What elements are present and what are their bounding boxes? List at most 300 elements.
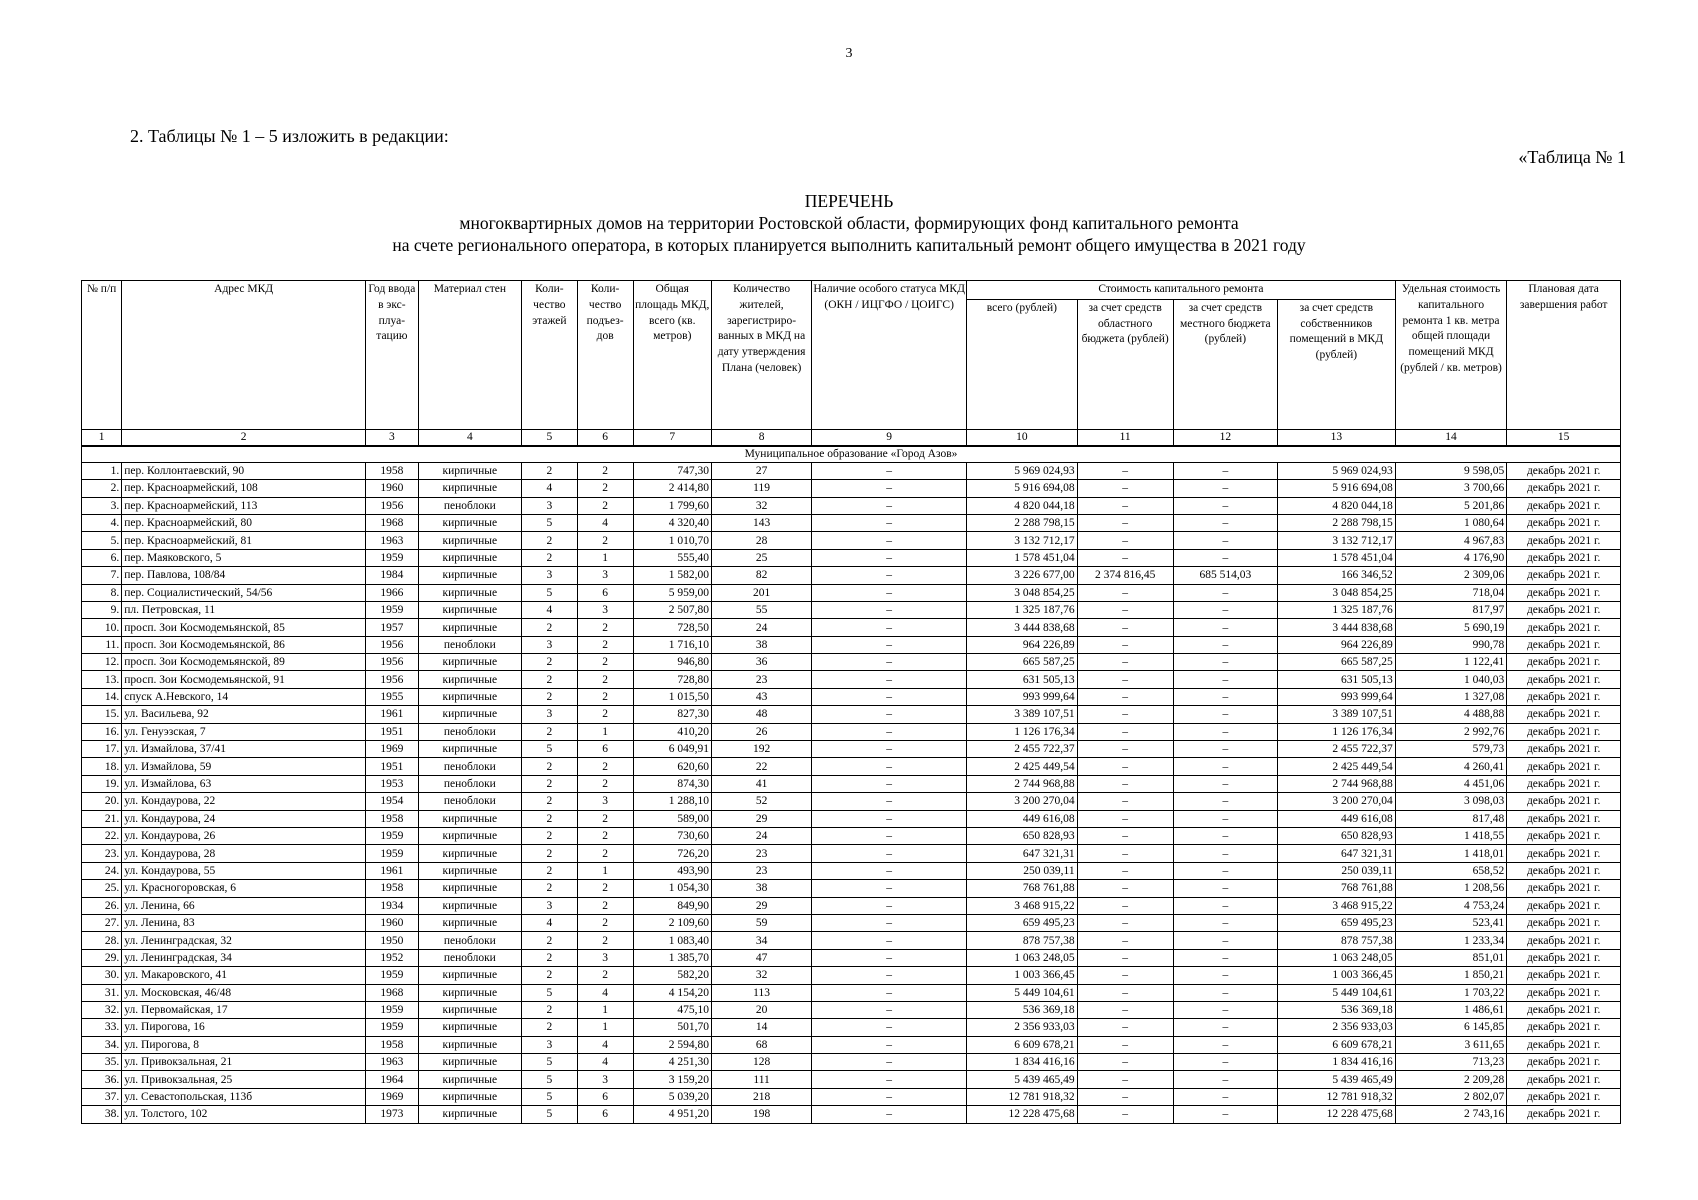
cell-residents: 20 — [712, 1001, 812, 1018]
cell-floors: 2 — [521, 845, 577, 862]
cell-address: просп. Зои Космодемьянской, 89 — [122, 654, 366, 671]
cell-cost-owners: 12 781 918,32 — [1277, 1088, 1395, 1105]
cell-cost-total: 650 828,93 — [967, 828, 1078, 845]
cell-cost-local: – — [1173, 984, 1277, 1001]
cell-cost-regional: – — [1077, 1054, 1173, 1071]
table-row — [82, 1071, 1621, 1088]
cell-cost-owners: 665 587,25 — [1277, 654, 1395, 671]
cell-cost-owners: 3 048 854,25 — [1277, 584, 1395, 601]
cell-residents: 34 — [712, 932, 812, 949]
cell-residents: 128 — [712, 1054, 812, 1071]
cell-wall-material: кирпичные — [418, 741, 521, 758]
cell-cost-regional: – — [1077, 601, 1173, 618]
cell-cost-owners: 2 744 968,88 — [1277, 775, 1395, 792]
cell-residents: 28 — [712, 532, 812, 549]
column-number: 7 — [633, 429, 711, 446]
cell-address: просп. Зои Космодемьянской, 91 — [122, 671, 366, 688]
cell-status: – — [812, 810, 967, 827]
cell-year: 1951 — [366, 758, 419, 775]
cell-wall-material: кирпичные — [418, 914, 521, 931]
table-row — [82, 1088, 1621, 1105]
cell-status: – — [812, 862, 967, 879]
cell-year: 1950 — [366, 932, 419, 949]
cell-floors: 2 — [521, 758, 577, 775]
header-entrances: Коли-чество подъез-дов — [577, 281, 633, 430]
cell-cost-local: – — [1173, 462, 1277, 479]
cell-year: 1951 — [366, 723, 419, 740]
cell-cost-regional: – — [1077, 619, 1173, 636]
cell-cost-owners: 1 126 176,34 — [1277, 723, 1395, 740]
cell-status: – — [812, 758, 967, 775]
column-number: 9 — [812, 429, 967, 446]
cell-cost-total: 631 505,13 — [967, 671, 1078, 688]
header-address: Адрес МКД — [122, 281, 366, 430]
cell-address: ул. Первомайская, 17 — [122, 1001, 366, 1018]
cell-unit-cost: 718,04 — [1395, 584, 1507, 601]
cell-wall-material: кирпичные — [418, 1071, 521, 1088]
cell-year: 1959 — [366, 1019, 419, 1036]
cell-floors: 2 — [521, 949, 577, 966]
cell-residents: 113 — [712, 984, 812, 1001]
header-unit-cost: Удельная стоимость капитального ремонта 1 кв. метра общей площади помещений МКД (рублей / кв. метров) — [1395, 281, 1507, 430]
cell-cost-local: – — [1173, 480, 1277, 497]
cell-wall-material: кирпичные — [418, 601, 521, 618]
cell-cost-regional: – — [1077, 514, 1173, 531]
cell-wall-material: кирпичные — [418, 480, 521, 497]
cell-entrances: 2 — [577, 462, 633, 479]
cell-cost-total: 5 916 694,08 — [967, 480, 1078, 497]
cell-cost-regional: – — [1077, 1001, 1173, 1018]
column-number: 2 — [122, 429, 366, 446]
cell-row-number: 23. — [82, 845, 122, 862]
cell-wall-material: кирпичные — [418, 532, 521, 549]
cell-address: ул. Толстого, 102 — [122, 1106, 366, 1123]
cell-unit-cost: 4 967,83 — [1395, 532, 1507, 549]
table-row — [82, 967, 1621, 984]
cell-status: – — [812, 584, 967, 601]
column-numbers-row — [82, 429, 1621, 446]
header-number: № п/п — [82, 281, 122, 430]
cell-status: – — [812, 619, 967, 636]
table-row — [82, 793, 1621, 810]
cell-unit-cost: 2 743,16 — [1395, 1106, 1507, 1123]
cell-entrances: 2 — [577, 810, 633, 827]
cell-area: 874,30 — [633, 775, 711, 792]
cell-entrances: 3 — [577, 949, 633, 966]
cell-cost-local: – — [1173, 862, 1277, 879]
cell-address: ул. Измайлова, 63 — [122, 775, 366, 792]
cell-cost-total: 536 369,18 — [967, 1001, 1078, 1018]
cell-cost-local: – — [1173, 949, 1277, 966]
cell-cost-total: 2 288 798,15 — [967, 514, 1078, 531]
cell-cost-owners: 1 063 248,05 — [1277, 949, 1395, 966]
cell-cost-owners: 650 828,93 — [1277, 828, 1395, 845]
cell-entrances: 2 — [577, 828, 633, 845]
cell-completion-date: декабрь 2021 г. — [1507, 862, 1621, 879]
cell-residents: 29 — [712, 897, 812, 914]
title-line-3: на счете регионального оператора, в которых планируется выполнить капитальный ремонт общего имущества в 2021 году — [392, 235, 1306, 255]
cell-completion-date: декабрь 2021 г. — [1507, 1106, 1621, 1123]
cell-cost-total: 449 616,08 — [967, 810, 1078, 827]
cell-floors: 2 — [521, 688, 577, 705]
cell-address: просп. Зои Космодемьянской, 86 — [122, 636, 366, 653]
cell-row-number: 3. — [82, 497, 122, 514]
cell-year: 1959 — [366, 601, 419, 618]
cell-residents: 26 — [712, 723, 812, 740]
cell-residents: 24 — [712, 828, 812, 845]
table-row — [82, 1019, 1621, 1036]
cell-residents: 25 — [712, 549, 812, 566]
cell-cost-owners: 3 444 838,68 — [1277, 619, 1395, 636]
cell-address: ул. Макаровского, 41 — [122, 967, 366, 984]
cell-completion-date: декабрь 2021 г. — [1507, 462, 1621, 479]
cell-cost-regional: – — [1077, 584, 1173, 601]
cell-cost-regional: – — [1077, 549, 1173, 566]
table-row — [82, 828, 1621, 845]
table-row — [82, 584, 1621, 601]
cell-cost-local: – — [1173, 654, 1277, 671]
cell-completion-date: декабрь 2021 г. — [1507, 1036, 1621, 1053]
cell-cost-regional: – — [1077, 462, 1173, 479]
cell-area: 2 507,80 — [633, 601, 711, 618]
cell-address: ул. Ленинградская, 34 — [122, 949, 366, 966]
cell-year: 1966 — [366, 584, 419, 601]
cell-address: пер. Коллонтаевский, 90 — [122, 462, 366, 479]
cell-status: – — [812, 828, 967, 845]
cell-cost-regional: – — [1077, 984, 1173, 1001]
cell-address: ул. Кондаурова, 28 — [122, 845, 366, 862]
table-row — [82, 619, 1621, 636]
cell-entrances: 1 — [577, 549, 633, 566]
cell-status: – — [812, 1088, 967, 1105]
cell-floors: 2 — [521, 775, 577, 792]
table-row — [82, 1106, 1621, 1123]
cell-floors: 4 — [521, 914, 577, 931]
cell-cost-owners: 1 578 451,04 — [1277, 549, 1395, 566]
cell-cost-local: – — [1173, 897, 1277, 914]
cell-residents: 119 — [712, 480, 812, 497]
cell-wall-material: кирпичные — [418, 706, 521, 723]
cell-cost-regional: – — [1077, 1071, 1173, 1088]
cell-area: 475,10 — [633, 1001, 711, 1018]
cell-status: – — [812, 880, 967, 897]
cell-cost-local: – — [1173, 914, 1277, 931]
header-area: Общая площадь МКД, всего (кв. метров) — [633, 281, 711, 430]
cell-cost-local: – — [1173, 1071, 1277, 1088]
cell-cost-total: 659 495,23 — [967, 914, 1078, 931]
cell-residents: 47 — [712, 949, 812, 966]
cell-completion-date: декабрь 2021 г. — [1507, 706, 1621, 723]
cell-unit-cost: 817,48 — [1395, 810, 1507, 827]
cell-residents: 23 — [712, 862, 812, 879]
page-number: 3 — [845, 46, 853, 61]
cell-status: – — [812, 967, 967, 984]
cell-year: 1964 — [366, 1071, 419, 1088]
cell-year: 1968 — [366, 514, 419, 531]
cell-row-number: 9. — [82, 601, 122, 618]
cell-area: 1 582,00 — [633, 567, 711, 584]
cell-status: – — [812, 1001, 967, 1018]
cell-area: 3 159,20 — [633, 1071, 711, 1088]
cell-status: – — [812, 706, 967, 723]
cell-area: 1 083,40 — [633, 932, 711, 949]
cell-cost-owners: 1 834 416,16 — [1277, 1054, 1395, 1071]
cell-unit-cost: 4 753,24 — [1395, 897, 1507, 914]
cell-status: – — [812, 514, 967, 531]
cell-completion-date: декабрь 2021 г. — [1507, 497, 1621, 514]
cell-cost-owners: 2 425 449,54 — [1277, 758, 1395, 775]
cell-floors: 2 — [521, 549, 577, 566]
cell-area: 946,80 — [633, 654, 711, 671]
table-row — [82, 462, 1621, 479]
cell-status: – — [812, 480, 967, 497]
cell-completion-date: декабрь 2021 г. — [1507, 741, 1621, 758]
cell-entrances: 6 — [577, 1088, 633, 1105]
cell-cost-owners: 2 288 798,15 — [1277, 514, 1395, 531]
cell-area: 4 251,30 — [633, 1054, 711, 1071]
cell-row-number: 36. — [82, 1071, 122, 1088]
houses-table — [81, 280, 1621, 1124]
cell-wall-material: кирпичные — [418, 514, 521, 531]
cell-cost-local: – — [1173, 1054, 1277, 1071]
cell-floors: 3 — [521, 636, 577, 653]
cell-area: 728,80 — [633, 671, 711, 688]
cell-completion-date: декабрь 2021 г. — [1507, 1001, 1621, 1018]
cell-completion-date: декабрь 2021 г. — [1507, 567, 1621, 584]
cell-residents: 48 — [712, 706, 812, 723]
cell-completion-date: декабрь 2021 г. — [1507, 549, 1621, 566]
cell-unit-cost: 6 145,85 — [1395, 1019, 1507, 1036]
cell-cost-local: – — [1173, 845, 1277, 862]
table-row — [82, 880, 1621, 897]
cell-residents: 29 — [712, 810, 812, 827]
cell-unit-cost: 990,78 — [1395, 636, 1507, 653]
cell-wall-material: кирпичные — [418, 654, 521, 671]
cell-unit-cost: 4 451,06 — [1395, 775, 1507, 792]
cell-status: – — [812, 775, 967, 792]
cell-row-number: 8. — [82, 584, 122, 601]
cell-year: 1959 — [366, 845, 419, 862]
cell-status: – — [812, 688, 967, 705]
section-heading: Муниципальное образование «Город Азов» — [82, 446, 1621, 463]
cell-cost-owners: 4 820 044,18 — [1277, 497, 1395, 514]
cell-cost-total: 665 587,25 — [967, 654, 1078, 671]
cell-completion-date: декабрь 2021 г. — [1507, 949, 1621, 966]
cell-completion-date: декабрь 2021 г. — [1507, 775, 1621, 792]
cell-wall-material: кирпичные — [418, 880, 521, 897]
cell-year: 1958 — [366, 1036, 419, 1053]
cell-year: 1969 — [366, 741, 419, 758]
cell-completion-date: декабрь 2021 г. — [1507, 932, 1621, 949]
cell-row-number: 1. — [82, 462, 122, 479]
cell-floors: 5 — [521, 1071, 577, 1088]
cell-floors: 2 — [521, 793, 577, 810]
cell-cost-total: 4 820 044,18 — [967, 497, 1078, 514]
cell-cost-local: – — [1173, 671, 1277, 688]
header-cost-group: Стоимость капитального ремонта — [967, 281, 1396, 300]
cell-address: ул. Измайлова, 59 — [122, 758, 366, 775]
header-cost-total: всего (рублей) — [967, 299, 1078, 429]
cell-address: ул. Ленина, 83 — [122, 914, 366, 931]
cell-completion-date: декабрь 2021 г. — [1507, 723, 1621, 740]
cell-cost-owners: 3 468 915,22 — [1277, 897, 1395, 914]
cell-cost-owners: 993 999,64 — [1277, 688, 1395, 705]
cell-cost-owners: 6 609 678,21 — [1277, 1036, 1395, 1053]
cell-residents: 198 — [712, 1106, 812, 1123]
cell-year: 1969 — [366, 1088, 419, 1105]
cell-row-number: 38. — [82, 1106, 122, 1123]
cell-floors: 4 — [521, 601, 577, 618]
cell-cost-total: 878 757,38 — [967, 932, 1078, 949]
column-number: 12 — [1173, 429, 1277, 446]
table-row — [82, 810, 1621, 827]
table-row — [82, 758, 1621, 775]
cell-residents: 218 — [712, 1088, 812, 1105]
cell-cost-local: – — [1173, 775, 1277, 792]
cell-floors: 2 — [521, 462, 577, 479]
cell-cost-total: 647 321,31 — [967, 845, 1078, 862]
cell-status: – — [812, 845, 967, 862]
cell-wall-material: кирпичные — [418, 845, 521, 862]
column-number: 1 — [82, 429, 122, 446]
cell-completion-date: декабрь 2021 г. — [1507, 880, 1621, 897]
table-row — [82, 914, 1621, 931]
cell-wall-material: кирпичные — [418, 619, 521, 636]
cell-residents: 143 — [712, 514, 812, 531]
column-number: 15 — [1507, 429, 1621, 446]
cell-residents: 68 — [712, 1036, 812, 1053]
cell-cost-total: 5 449 104,61 — [967, 984, 1078, 1001]
cell-floors: 5 — [521, 1088, 577, 1105]
cell-wall-material: кирпичные — [418, 862, 521, 879]
table-row — [82, 567, 1621, 584]
cell-cost-local: – — [1173, 932, 1277, 949]
cell-wall-material: пеноблоки — [418, 793, 521, 810]
cell-entrances: 4 — [577, 514, 633, 531]
cell-cost-regional: – — [1077, 497, 1173, 514]
cell-cost-regional: – — [1077, 828, 1173, 845]
cell-residents: 52 — [712, 793, 812, 810]
cell-cost-owners: 5 449 104,61 — [1277, 984, 1395, 1001]
cell-entrances: 2 — [577, 671, 633, 688]
cell-address: ул. Васильева, 92 — [122, 706, 366, 723]
cell-status: – — [812, 897, 967, 914]
cell-residents: 59 — [712, 914, 812, 931]
cell-cost-owners: 3 200 270,04 — [1277, 793, 1395, 810]
cell-address: пер. Красноармейский, 81 — [122, 532, 366, 549]
cell-row-number: 17. — [82, 741, 122, 758]
cell-cost-owners: 659 495,23 — [1277, 914, 1395, 931]
cell-row-number: 5. — [82, 532, 122, 549]
cell-area: 728,50 — [633, 619, 711, 636]
cell-completion-date: декабрь 2021 г. — [1507, 897, 1621, 914]
cell-address: ул. Измайлова, 37/41 — [122, 741, 366, 758]
cell-year: 1961 — [366, 706, 419, 723]
cell-completion-date: декабрь 2021 г. — [1507, 967, 1621, 984]
cell-floors: 3 — [521, 497, 577, 514]
cell-row-number: 27. — [82, 914, 122, 931]
cell-year: 1959 — [366, 1001, 419, 1018]
cell-row-number: 12. — [82, 654, 122, 671]
cell-cost-local: – — [1173, 967, 1277, 984]
cell-entrances: 2 — [577, 706, 633, 723]
cell-area: 493,90 — [633, 862, 711, 879]
cell-entrances: 2 — [577, 914, 633, 931]
cell-area: 747,30 — [633, 462, 711, 479]
cell-cost-local: – — [1173, 636, 1277, 653]
cell-unit-cost: 2 309,06 — [1395, 567, 1507, 584]
cell-row-number: 35. — [82, 1054, 122, 1071]
cell-cost-regional: – — [1077, 880, 1173, 897]
intro-text: 2. Таблицы № 1 – 5 изложить в редакции: — [130, 126, 449, 146]
cell-entrances: 3 — [577, 567, 633, 584]
cell-area: 1 799,60 — [633, 497, 711, 514]
table-row — [82, 549, 1621, 566]
cell-address: ул. Привокзальная, 25 — [122, 1071, 366, 1088]
table-row — [82, 706, 1621, 723]
cell-cost-total: 768 761,88 — [967, 880, 1078, 897]
cell-area: 410,20 — [633, 723, 711, 740]
cell-cost-total: 3 444 838,68 — [967, 619, 1078, 636]
cell-cost-local: – — [1173, 601, 1277, 618]
cell-cost-total: 964 226,89 — [967, 636, 1078, 653]
header-residents: Количество жителей, зарегистриро-ванных в МКД на дату утверждения Плана (человек) — [712, 281, 812, 430]
cell-unit-cost: 1 122,41 — [1395, 654, 1507, 671]
cell-entrances: 2 — [577, 932, 633, 949]
cell-cost-owners: 1 003 366,45 — [1277, 967, 1395, 984]
cell-unit-cost: 851,01 — [1395, 949, 1507, 966]
cell-cost-local: – — [1173, 532, 1277, 549]
cell-area: 582,20 — [633, 967, 711, 984]
cell-area: 4 154,20 — [633, 984, 711, 1001]
cell-wall-material: кирпичные — [418, 688, 521, 705]
cell-area: 827,30 — [633, 706, 711, 723]
cell-wall-material: кирпичные — [418, 1106, 521, 1123]
cell-cost-total: 3 048 854,25 — [967, 584, 1078, 601]
header-cost-local: за счет средств местного бюджета (рублей) — [1173, 299, 1277, 429]
cell-cost-regional: – — [1077, 897, 1173, 914]
cell-entrances: 2 — [577, 845, 633, 862]
cell-status: – — [812, 567, 967, 584]
cell-cost-regional: – — [1077, 1019, 1173, 1036]
cell-residents: 41 — [712, 775, 812, 792]
cell-status: – — [812, 914, 967, 931]
table-row — [82, 601, 1621, 618]
cell-unit-cost: 1 327,08 — [1395, 688, 1507, 705]
cell-wall-material: пеноблоки — [418, 775, 521, 792]
cell-completion-date: декабрь 2021 г. — [1507, 810, 1621, 827]
cell-unit-cost: 3 098,03 — [1395, 793, 1507, 810]
cell-row-number: 10. — [82, 619, 122, 636]
cell-floors: 2 — [521, 967, 577, 984]
table-row — [82, 532, 1621, 549]
cell-residents: 201 — [712, 584, 812, 601]
cell-year: 1959 — [366, 828, 419, 845]
cell-completion-date: декабрь 2021 г. — [1507, 619, 1621, 636]
cell-status: – — [812, 1071, 967, 1088]
cell-floors: 2 — [521, 880, 577, 897]
cell-unit-cost: 713,23 — [1395, 1054, 1507, 1071]
cell-completion-date: декабрь 2021 г. — [1507, 845, 1621, 862]
cell-cost-total: 1 834 416,16 — [967, 1054, 1078, 1071]
cell-status: – — [812, 462, 967, 479]
cell-wall-material: кирпичные — [418, 1001, 521, 1018]
table-row — [82, 741, 1621, 758]
cell-area: 5 959,00 — [633, 584, 711, 601]
cell-entrances: 2 — [577, 758, 633, 775]
cell-cost-owners: 5 916 694,08 — [1277, 480, 1395, 497]
cell-entrances: 6 — [577, 741, 633, 758]
